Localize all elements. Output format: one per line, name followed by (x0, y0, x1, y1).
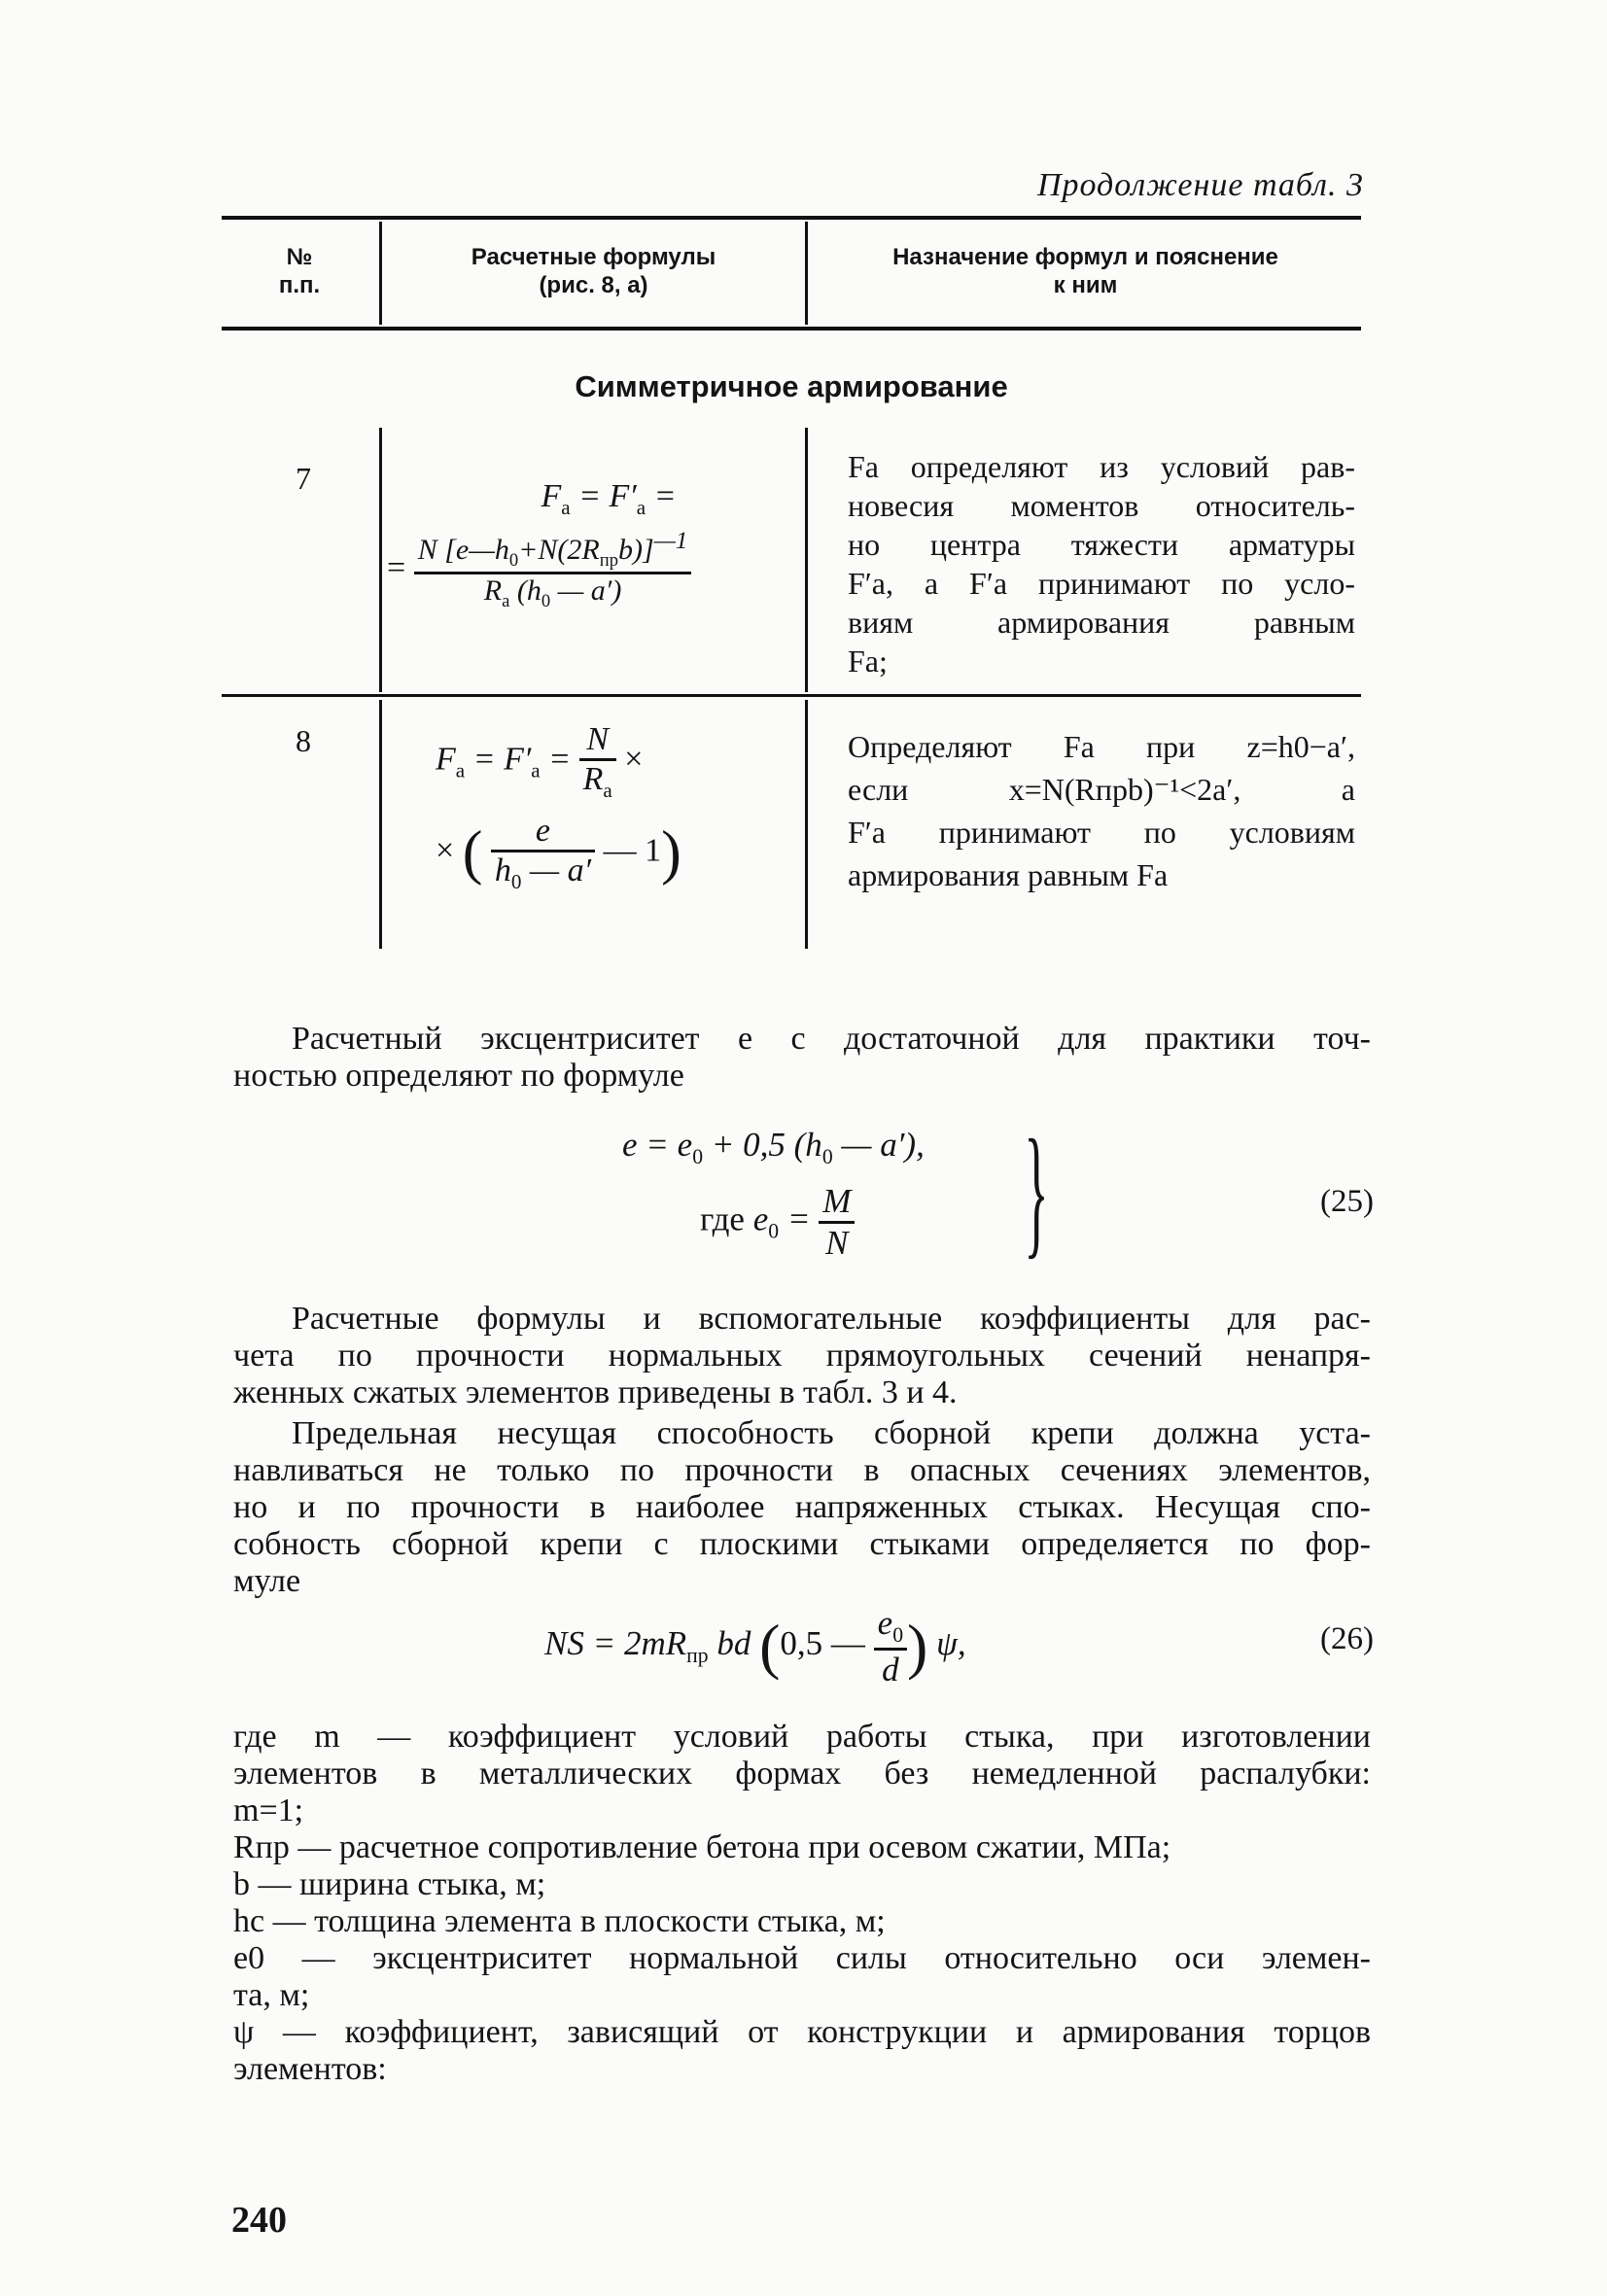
equation-25-line2: где $e_0$ = $\frac{M}{N}$ (700, 1182, 855, 1263)
table-header-rule (222, 327, 1361, 330)
definition-e0: e0 — эксцентриситет нормальной силы относительно оси элемен- (233, 1940, 1371, 1976)
definition-hc: hc — толщина элемента в плоскости стыка, м; (233, 1903, 886, 1939)
page-number: 240 (231, 2200, 287, 2241)
header-purpose: Назначение формул и пояснение к ним (892, 244, 1278, 298)
row7-col-divider-1 (379, 428, 382, 692)
definition-psi: ψ — коэффициент, зависящий от конструкции и армирования торцов (233, 2014, 1371, 2050)
equation-25-brace: } (1024, 1110, 1049, 1271)
definition-rpr: Rпр — расчетное сопротивление бетона при осевом сжатии, МПа; (233, 1829, 1171, 1865)
paragraph-capacity: Предельная несущая способность сборной крепи должна уста- навливаться не только по прочности в опасных сечениях элементов, но и по прочности в наиболее напряженных стыках. Несущая спо- собность сборной крепи с плоскими стыками определяется по фор- муле (233, 1415, 1371, 1599)
row8-description: Определяют Fa при z=h0−a′, если x=N(Rпрb)⁻¹<2a′, а F′a принимают по условиям армирования равным Fa (848, 729, 1355, 892)
row-number: 8 (296, 723, 311, 758)
equation-26-number: (26) (1320, 1621, 1374, 1656)
header-col-divider-2 (805, 222, 808, 325)
header-formulas: Расчетные формулы (рис. 8, а) (471, 244, 716, 298)
header-number: № п.п. (278, 244, 321, 298)
definition-b: b — ширина стыка, м; (233, 1866, 546, 1902)
equation-26: NS = $2mR_{пр}$ bd (0,5 — $\frac{e_0}{d}$ ) ψ, (544, 1604, 966, 1688)
row-separator (222, 694, 1361, 697)
paragraph-formulas: Расчетные формулы и вспомогательные коэффициенты для рас- чета по прочности нормальных прямоугольных сечений ненапря- женных сжатых элементов приведены в табл. 3 и 4. (233, 1301, 1371, 1410)
definition-m: где m — коэффициент условий работы стыка, при изготовлении (233, 1719, 1371, 1755)
section-title: Симметричное армирование (575, 369, 1008, 403)
formula-table (222, 216, 1361, 955)
definitions-list: где m — коэффициент условий работы стыка, при изготовлении элементов в металлических формах без немедленной распалубки: m=1; Rпр — расчетное сопротивление бетона при осевом сжатии, МПа; b — ширина стыка, м; hc — толщина элемента в плоскости стыка, м; e0 — эксцентриситет нормальной силы относительно оси элемен- та, м; ψ — коэффициент, зависящий от конструкции и армирования торцов элементов: (233, 1719, 1371, 2087)
row7-col-divider-2 (805, 428, 808, 692)
paragraph-eccentricity: Расчетный эксцентриситет e с достаточной для практики точ- ностью определяют по формуле (233, 1021, 1371, 1094)
row7-description: Fa определяют из условий рав- новесия моментов относитель- но центра тяжести арматуры F′a, а F′a принимают по усло- виям армирования равным Fa; (848, 449, 1355, 678)
continuation-header: Продолжение табл. 3 (1036, 167, 1364, 203)
table-top-rule (222, 216, 1361, 220)
row8-col-divider-2 (805, 700, 808, 949)
equation-25-line1: $e = e_0 + 0,5$ ($h_0$ — a′), (622, 1126, 925, 1168)
row-number: 7 (296, 461, 311, 496)
equation-25-number: (25) (1320, 1184, 1374, 1219)
row8-formula: $F_а = F'_а$ = $\frac{N}{R_а}$ × × ( $\frac{e}{h_0 — a'}$ — 1) (436, 721, 681, 893)
row8-col-divider-1 (379, 700, 382, 949)
row7-formula: $F_а = F'_а$ = = $\frac{N [e—h_0+N(2R_{пр}b)]^{—1}}{R_а (h_0 — a')}$ (387, 478, 803, 612)
